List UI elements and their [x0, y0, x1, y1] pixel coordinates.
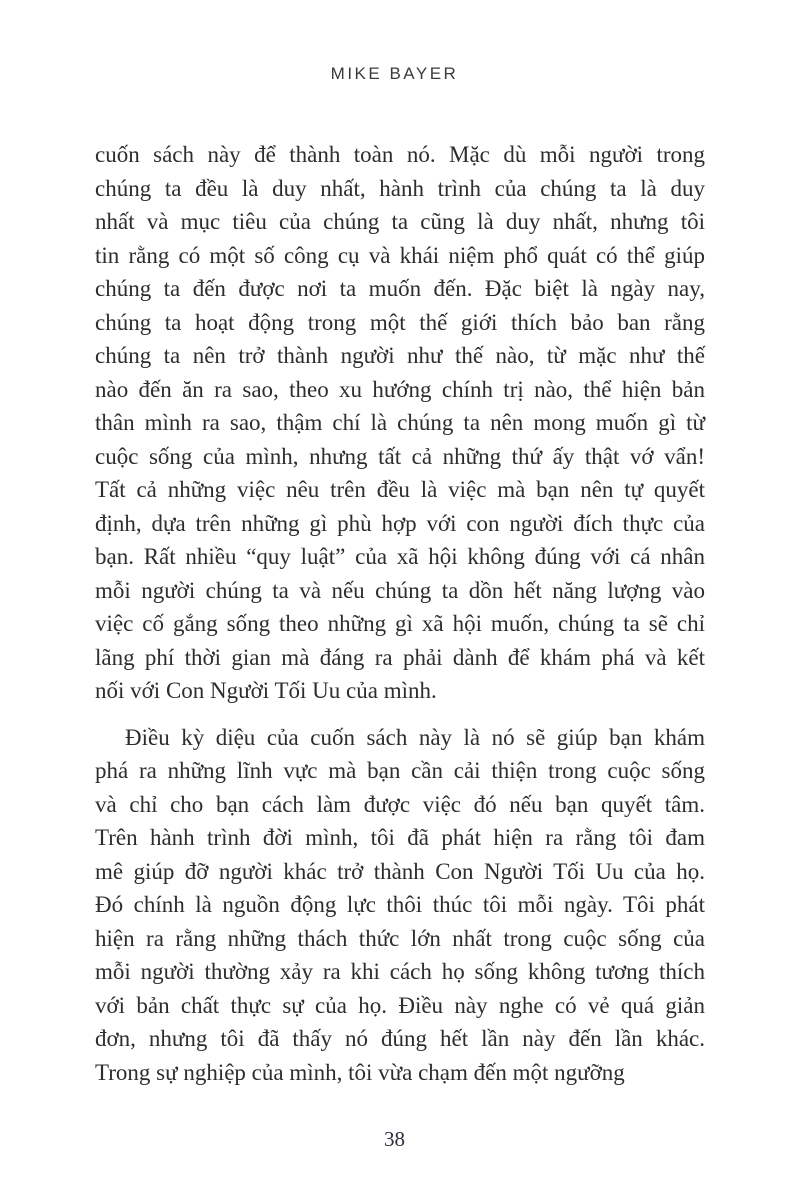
text-line: chúng ta đều là duy nhất, hành trình của chúng ta là duy	[95, 175, 705, 201]
text-line: tin rằng có một số công cụ và khái niệm phổ quát có thể giúp	[95, 242, 705, 268]
text-line: định, dựa trên những gì phù hợp với con người đích thực của	[95, 510, 705, 536]
text-line: nhất và mục tiêu của chúng ta cũng là duy nhất, nhưng tôi	[95, 209, 705, 234]
text-line: với bản chất thực sự của họ. Điều này nghe có vẻ quá giản	[95, 992, 705, 1018]
text-line: phá ra những lĩnh vực mà bạn cần cải thiện trong cuộc sống	[95, 758, 705, 783]
text-line: việc cố gắng sống theo những gì xã hội muốn, chúng ta sẽ chỉ	[95, 611, 705, 636]
text-line: Tất cả những việc nêu trên đều là việc mà bạn nên tự quyết	[95, 477, 705, 502]
text-line: mỗi người chúng ta và nếu chúng ta dồn hết năng lượng vào	[95, 577, 705, 603]
text-line: nối với Con Người Tối Uu của mình.	[95, 678, 437, 703]
text-line: Đó chính là nguồn động lực thôi thúc tôi mỗi ngày. Tôi phát	[95, 892, 705, 917]
text-line: đơn, nhưng tôi đã thấy nó đúng hết lần này đến lần khác.	[95, 1026, 705, 1051]
text-line: mỗi người thường xảy ra khi cách họ sống không tương thích	[95, 959, 705, 984]
text-line: chúng ta hoạt động trong một thế giới thích bảo ban rằng	[95, 309, 705, 335]
text-line: Điều kỳ diệu của cuốn sách này là nó sẽ giúp bạn khám	[125, 724, 705, 750]
text-line: hiện ra rằng những thách thức lớn nhất trong cuộc sống của	[95, 925, 705, 951]
page-number: 38	[384, 1127, 405, 1151]
text-line: Trên hành trình đời mình, tôi đã phát hiện ra rằng tôi đam	[95, 825, 705, 850]
text-line: và chỉ cho bạn cách làm được việc đó nếu bạn quyết tâm.	[95, 791, 705, 817]
paragraph	[95, 721, 705, 1090]
text-line: lãng phí thời gian mà đáng ra phải dành để khám phá và kết	[95, 644, 705, 670]
paragraph	[95, 138, 705, 708]
text-line: Trong sự nghiệp của mình, tôi vừa chạm đến một ngưỡng	[95, 1059, 625, 1085]
text-line: chúng ta nên trở thành người như thế nào, từ mặc như thế	[95, 343, 705, 368]
text-line: thân mình ra sao, thậm chí là chúng ta nên mong muốn gì từ	[95, 410, 705, 435]
text-line: nào đến ăn ra sao, theo xu hướng chính trị nào, thể hiện bản	[95, 376, 705, 402]
text-line: cuộc sống của mình, nhưng tất cả những thứ ấy thật vớ vẩn!	[95, 443, 705, 469]
text-line: bạn. Rất nhiều “quy luật” của xã hội không đúng với cá nhân	[95, 544, 705, 569]
text-line: mê giúp đỡ người khác trở thành Con Người Tối Uu của họ.	[95, 858, 705, 884]
text-line: cuốn sách này để thành toàn nó. Mặc dù mỗi người trong	[95, 142, 705, 167]
page-body	[95, 138, 705, 1089]
running-header-author: MIKE BAYER	[330, 64, 459, 83]
text-line: chúng ta đến được nơi ta muốn đến. Đặc biệt là ngày nay,	[95, 276, 705, 301]
